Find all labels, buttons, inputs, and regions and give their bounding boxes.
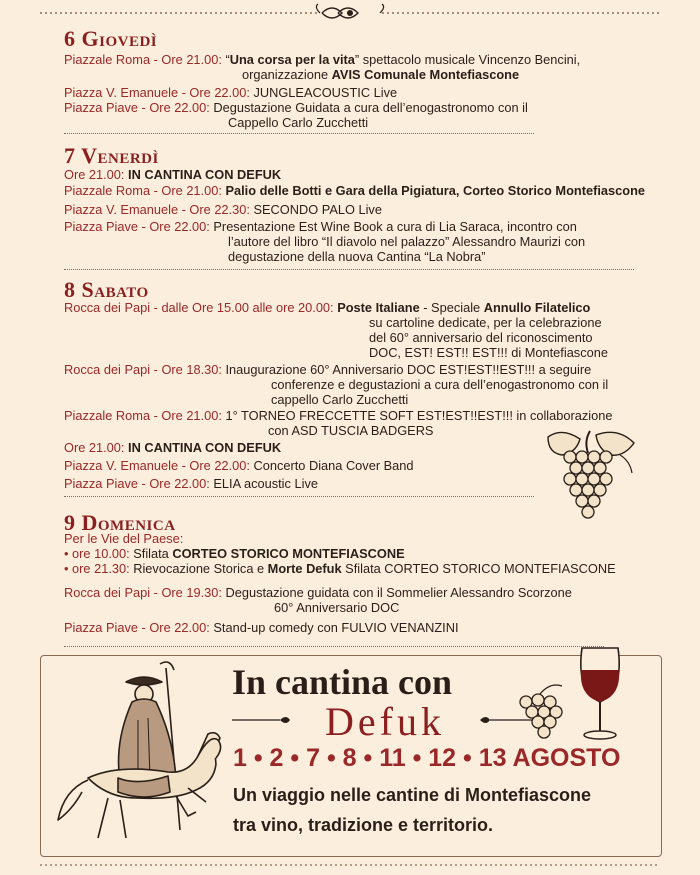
event-row — [64, 620, 459, 635]
event-text: 1° TORNEO FRECCETTE SOFT EST!EST!!EST!!! in collaborazione — [225, 408, 613, 423]
event-text-cont: Cappello Carlo Zucchetti — [228, 115, 369, 130]
event-text: - Speciale — [419, 300, 484, 315]
event-text: JUNGLEACOUSTIC Live — [253, 85, 398, 100]
promo-name: Defuk — [325, 699, 445, 744]
event-text-cont: 60° Anniversario DOC — [274, 600, 400, 615]
grape-bunch-icon — [530, 425, 645, 525]
divider — [64, 496, 534, 497]
event-location: Rocca dei Papi - Ore 18.30: — [64, 362, 222, 377]
event-highlight: CORTEO STORICO MONTEFIASCONE — [172, 546, 405, 561]
event-row — [64, 476, 318, 491]
event-text-cont: cappello Carlo Zucchetti — [271, 392, 409, 407]
day-title-6: 6 Giovedì — [64, 26, 158, 51]
event-text: Sfilata CORTEO STORICO MONTEFIASCONE — [341, 561, 616, 576]
event-text-cont: DOC, EST! EST!! EST!!! di Montefiascone — [369, 345, 608, 360]
event-intro: Per le Vie del Paese: — [64, 531, 184, 546]
event-location: Rocca dei Papi - Ore 19.30: — [64, 585, 222, 600]
promo-dates: 1 • 2 • 7 • 8 • 11 • 12 • 13 AGOSTO — [233, 744, 621, 772]
event-text-cont: conferenze e degustazioni a cura dell’enogastronomo con il — [271, 377, 609, 392]
event-location: Piazzale Roma - Ore 21.00: — [64, 183, 222, 198]
event-highlight: IN CANTINA CON DEFUK — [128, 440, 282, 455]
event-text: Rievocazione Storica e — [129, 561, 268, 576]
event-row — [64, 300, 590, 315]
event-highlight: Annullo Filatelico — [483, 300, 591, 315]
day-title-9: 9 Domenica — [64, 510, 176, 535]
event-text: Presentazione Est Wine Book a cura di Lia Saraca, incontro con — [213, 219, 577, 234]
promo-title: In cantina con — [232, 662, 453, 702]
day-title-7: 7 Venerdì — [64, 143, 159, 168]
wine-glass-icon — [510, 640, 650, 745]
event-text: Inaugurazione 60° Anniversario DOC EST!EST!!EST!!! a seguire — [225, 362, 592, 377]
event-text-cont: su cartoline dedicate, per la celebrazione — [369, 315, 602, 330]
event-location: Piazza Piave - Ore 22.00: — [64, 620, 210, 635]
divider — [64, 269, 634, 270]
divider — [64, 133, 534, 134]
event-row — [64, 362, 591, 377]
ornament-divider-icon — [0, 0, 700, 26]
event-location: Rocca dei Papi - dalle Ore 15.00 alle ore 20.00: — [64, 300, 334, 315]
event-highlight: Morte Defuk — [267, 561, 342, 576]
event-location: Piazzale Roma - Ore 21.00: — [64, 52, 222, 67]
event-text-cont: del 60° anniversario del riconoscimento — [369, 330, 593, 345]
event-text: organizzazione — [242, 67, 332, 82]
event-bullet — [64, 546, 405, 561]
event-highlight: Poste Italiane — [337, 300, 420, 315]
promo-tagline-2: tra vino, tradizione e territorio. — [233, 815, 494, 835]
event-location: Piazza V. Emanuele - Ore 22.00: — [64, 458, 250, 473]
event-location: • ore 10.00: — [64, 546, 130, 561]
promo-tagline-1: Un viaggio nelle cantine di Montefiascone — [233, 785, 592, 805]
event-text: ELIA acoustic Live — [213, 476, 318, 491]
event-text: Degustazione Guidata a cura dell’enogastronomo con il — [213, 100, 528, 115]
event-highlight: IN CANTINA CON DEFUK — [128, 167, 282, 182]
event-highlight: Una corsa per la vita — [229, 52, 355, 67]
event-row — [64, 202, 382, 217]
event-bullet — [64, 561, 616, 576]
event-row — [64, 440, 281, 455]
event-highlight: Palio delle Botti e Gara della Pigiatura, Corteo Storico Montefiascone — [225, 183, 646, 198]
event-text-cont: l’autore del libro “Il diavolo nel palazzo” Alessandro Maurizi con — [228, 234, 586, 249]
event-row — [64, 167, 281, 182]
event-row — [64, 585, 572, 600]
event-location: Piazza Piave - Ore 22.00: — [64, 476, 210, 491]
event-row — [64, 219, 577, 234]
event-row — [64, 458, 414, 473]
event-text: Stand-up comedy con FULVIO VENANZINI — [213, 620, 459, 635]
event-text: Degustazione guidata con il Sommelier Alessandro Scorzone — [225, 585, 572, 600]
event-text: Concerto Diana Cover Band — [253, 458, 414, 473]
event-row — [64, 183, 645, 198]
event-text-cont: con ASD TUSCIA BADGERS — [268, 423, 434, 438]
event-text: “ — [225, 52, 230, 67]
event-location: Piazzale Roma - Ore 21.00: — [64, 408, 222, 423]
event-location: Ore 21.00: — [64, 440, 125, 455]
event-text-cont: degustazione della nuova Cantina “La Nobra” — [228, 249, 486, 264]
event-location: Piazza Piave - Ore 22.00: — [64, 219, 210, 234]
event-text: Sfilata — [129, 546, 173, 561]
event-location: Piazza V. Emanuele - Ore 22.00: — [64, 85, 250, 100]
event-location: • ore 21.30: — [64, 561, 130, 576]
event-text: SECONDO PALO Live — [253, 202, 382, 217]
event-location: Piazza Piave - Ore 22.00: — [64, 100, 210, 115]
event-location: Ore 21.00: — [64, 167, 125, 182]
day-title-8: 8 Sabato — [64, 277, 149, 302]
event-location: Piazza V. Emanuele - Ore 22.30: — [64, 202, 250, 217]
event-row — [64, 52, 580, 67]
event-row — [64, 408, 612, 423]
event-row-cont — [242, 67, 519, 82]
event-highlight: AVIS Comunale Montefiascone — [331, 67, 520, 82]
knight-on-horse-icon — [48, 660, 228, 850]
event-row — [64, 100, 528, 115]
event-text: ” spettacolo musicale Vincenzo Bencini, — [354, 52, 581, 67]
ornament-divider-icon — [0, 858, 700, 872]
event-row — [64, 85, 397, 100]
